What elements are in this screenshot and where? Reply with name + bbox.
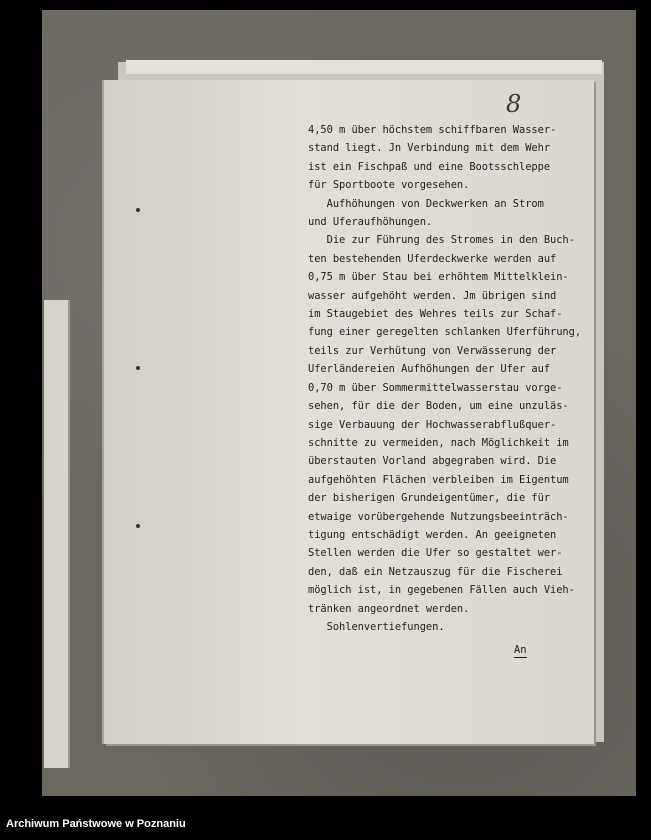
text-line: 4,50 m über höchstem schiffbaren Wasser- xyxy=(308,124,557,136)
punch-hole xyxy=(136,524,140,528)
text-line: schnitte zu vermeiden, nach Möglichkeit im xyxy=(308,436,569,449)
text-line: Stellen werden die Ufer so gestaltet wer- xyxy=(308,547,563,560)
text-line: der bisherigen Grundeigentümer, die für xyxy=(308,492,551,505)
text-line: wasser aufgehöht werden. Jm übrigen sind xyxy=(308,289,557,302)
text-line: im Staugebiet des Wehres teils zur Schaf- xyxy=(308,308,563,321)
page-number: 8 xyxy=(506,90,522,118)
text-line: tigung entschädigt werden. An geeigneten xyxy=(308,528,557,541)
text-line: und Uferaufhöhungen. xyxy=(308,216,433,229)
text-line: etwaige vorübergehende Nutzungsbeeinträch- xyxy=(308,510,569,523)
underlying-page-edge xyxy=(44,300,70,768)
text-line: Sohlenvertiefungen. xyxy=(308,620,445,633)
text-line: 0,75 m über Stau bei erhöhtem Mittelklein- xyxy=(308,271,569,284)
archive-credit: Archiwum Państwowe w Poznaniu xyxy=(6,818,186,830)
text-line: für Sportboote vorgesehen. xyxy=(308,179,470,192)
typed-text xyxy=(308,121,583,636)
text-line: stand liegt. Jn Verbindung mit dem Wehr xyxy=(308,142,551,155)
text-line: tränken angeordnet werden. xyxy=(308,602,470,615)
text-line: überstauten Vorland abgegraben wird. Die xyxy=(308,455,557,468)
text-line: den, daß ein Netzauszug für die Fischerei xyxy=(308,565,563,578)
text-line: möglich ist, in gegebenen Fällen auch Vieh- xyxy=(308,584,575,597)
text-line: Uferländereien Aufhöhungen der Ufer auf xyxy=(308,363,551,376)
back-sheet-top-edge xyxy=(126,60,602,74)
text-line: teils zur Verhütung von Verwässerung der xyxy=(308,344,557,357)
text-line: Die zur Führung des Stromes in den Buch- xyxy=(308,234,575,247)
text-line: ten bestehenden Uferdeckwerke werden auf xyxy=(308,252,557,265)
text-line: fung einer geregelten schlanken Uferführung, xyxy=(308,326,582,339)
text-line: aufgehöhten Flächen verbleiben im Eigentum xyxy=(308,473,569,486)
text-line: ist ein Fischpaß und eine Bootsschleppe xyxy=(308,160,551,173)
catchword: An xyxy=(514,644,527,656)
text-line: Aufhöhungen von Deckwerken an Strom xyxy=(308,197,544,210)
punch-hole xyxy=(136,366,140,370)
text-line: sehen, für die der Boden, um eine unzuläs- xyxy=(308,400,569,413)
punch-hole xyxy=(136,208,140,212)
text-line: sige Verbauung der Hochwasserabflußquer- xyxy=(308,418,557,431)
text-line: 0,70 m über Sommermittelwasserstau vorge- xyxy=(308,381,563,394)
